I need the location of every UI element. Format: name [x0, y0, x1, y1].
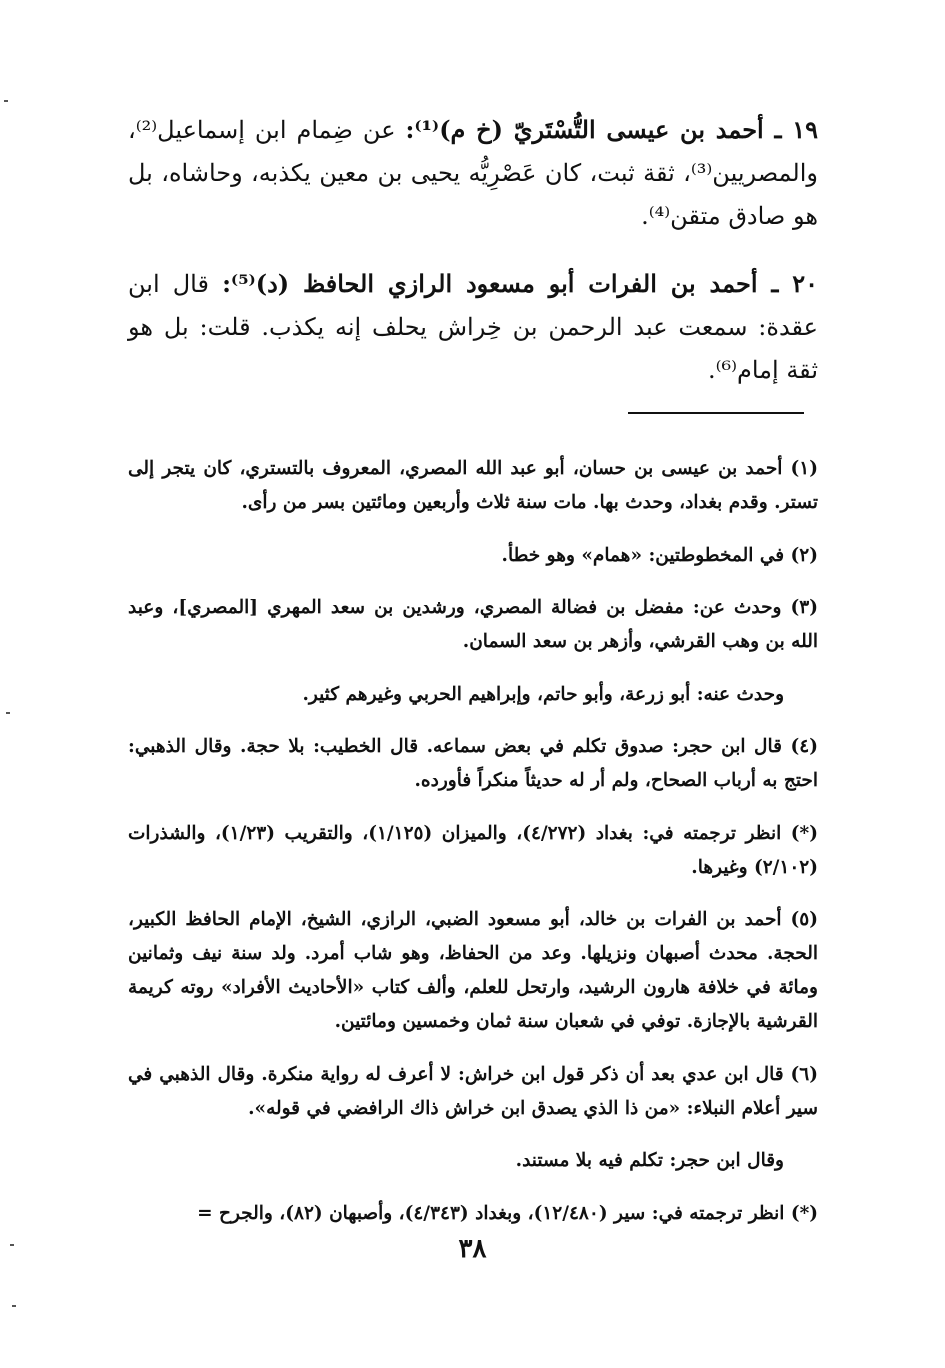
entry-19 [128, 108, 818, 238]
entry-heading: ١٩ ـ أحمد بن عيسى التُّسْتَريّ (خ م)⁽¹⁾: [405, 115, 818, 144]
footnote-divider [628, 412, 804, 414]
scan-speck [12, 1305, 16, 1307]
footnote-4: (٤) قال ابن حجر: صدوق تكلم في بعض سماعه. قال الخطيب: بلا حجة. وقال الذهبي: احتج به أرباب الصحاح، ولم أر له حديثاً منكراً فأورده. [128, 736, 818, 791]
entry-body: عن ضِمام ابن إسماعيل⁽²⁾، والمصريين⁽³⁾، ثقة ثبت، كان عَصْرِيُّه يحيى بن معين يكذبه، وحاشاه، بل هو صادق متقن⁽⁴⁾. [128, 116, 818, 230]
footnote-3-continued: وحدث عنه: أبو زرعة، وأبو حاتم، وإبراهيم الحربي وغيرهم كثير. [302, 683, 784, 705]
entry-heading: ٢٠ ـ أحمد بن الفرات أبو مسعود الرازي الحافظ (د)⁽⁵⁾: [222, 269, 818, 298]
footnotes [128, 452, 818, 1233]
footnote-6: (٦) قال ابن عدي بعد أن ذكر قول ابن خراش: لا أعرف له رواية منكرة. وقال الذهبي في سير أعلام النبلاء: «من ذا الذي يصدق ابن خراش ذاك الرافضي في قوله». [128, 1063, 818, 1119]
main-text [128, 108, 818, 404]
footnote-2: (٢) في المخطوطتين: «همام» وهو خطأ. [501, 544, 818, 566]
scan-speck [6, 712, 10, 714]
entry-body: قال ابن عقدة: سمعت عبد الرحمن بن خِراش يحلف إنه يكذب. قلت: بل هو ثقة إمام⁽⁶⁾. [128, 270, 818, 384]
scan-speck [10, 1244, 14, 1246]
footnote-5: (٥) أحمد بن الفرات بن خالد، أبو مسعود الضبي، الرازي، الشيخ، الإمام الحافظ الكبير، الحجة. محدث أصبهان ونزيلها. وعد من الحفاظ، وهو شاب أمرد. ولد سنة نيف وثمانين ومائة في خلافة هارون الرشيد، وارتحل للعلم، وألف كتاب «الأحاديث الأفراد» روته كريمة القرشية بالإجازة. توفي في شعبان سنة ثمان وخمسين ومائتين. [128, 909, 818, 1032]
scan-speck [4, 100, 8, 102]
footnote-star-1: (*) انظر ترجمته في: بغداد (٤/٢٧٢)، والميزان (١/١٢٥)، والتقريب (١/٢٣)، والشذرات (٢/١٠٢) وغيرها. [128, 822, 818, 878]
footnote-1: (١) أحمد بن عيسى بن حسان، أبو عبد الله المصري، المعروف بالتستري، كان يتجر إلى تستر. وقدم بغداد، وحدث بها. مات سنة ثلاث وأربعين ومائتين بسر من رأى. [128, 458, 818, 513]
page-number: ٣٨ [458, 1234, 487, 1264]
footnote-6-continued: وقال ابن حجر: تكلم فيه بلا مستند. [515, 1150, 784, 1171]
footnote-star-2: (*) انظر ترجمته في: سير (١٢/٤٨٠)، وبغداد (٤/٣٤٣)، وأصبهان (٨٢)، والجرح = [197, 1202, 818, 1224]
footnote-3: (٣) وحدث عن: مفضل بن فضالة المصري، ورشدين بن سعد المهري [المصري]، وعبد الله بن وهب القرشي، وأزهر بن سعد السمان. [128, 597, 818, 652]
entry-20 [128, 262, 818, 392]
